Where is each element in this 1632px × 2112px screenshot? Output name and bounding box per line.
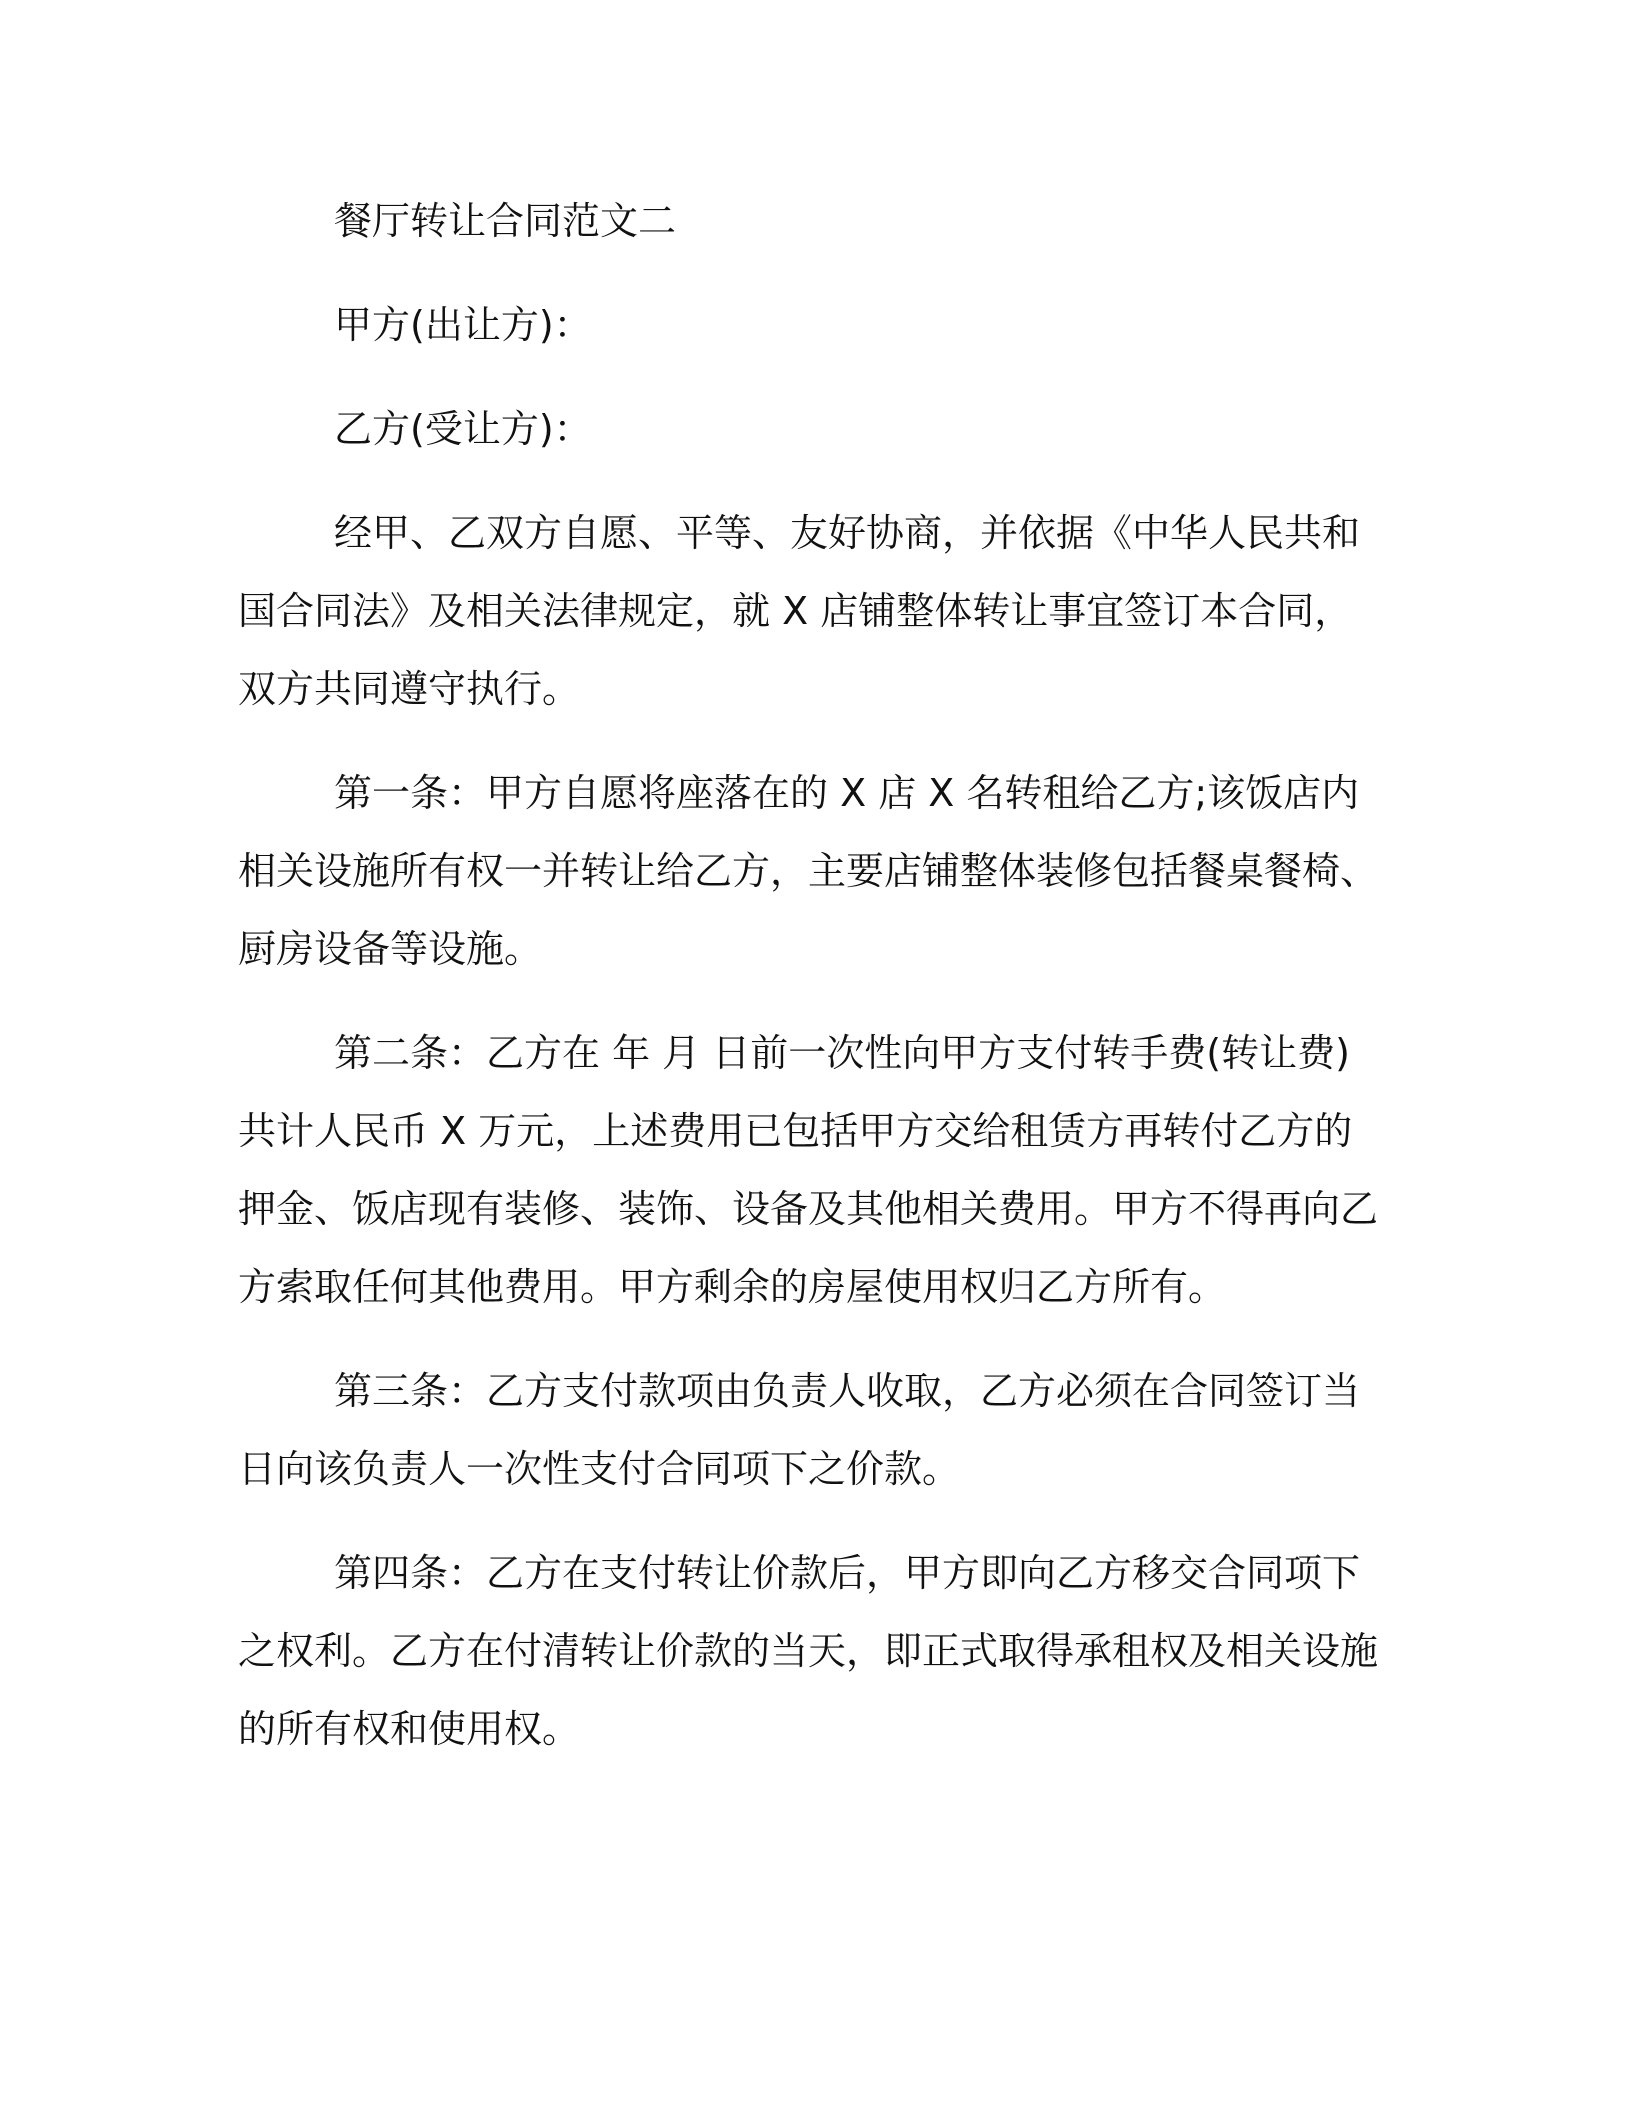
article-1: 第一条：甲方自愿将座落在的 X 店 X 名转租给乙方;该饭店内相关设施所有权一并转让给乙方，主要店铺整体装修包括餐桌餐椅、厨房设备等设施。: [238, 771, 1379, 971]
document-title: 餐厅转让合同范文二: [334, 199, 677, 243]
document-body: [238, 182, 1378, 1794]
article-4: 第四条：乙方在支付转让价款后，甲方即向乙方移交合同项下之权利。乙方在付清转让价款的当天，即正式取得承租权及相关设施的所有权和使用权。: [238, 1551, 1379, 1751]
article-3: 第三条：乙方支付款项由负责人收取，乙方必须在合同签订当日向该负责人一次性支付合同项下之价款。: [238, 1369, 1361, 1491]
party-b-line: 乙方(受让方)：: [334, 407, 592, 451]
article-2: 第二条：乙方在 年 月 日前一次性向甲方支付转手费(转让费)共计人民币 X 万元，上述费用已包括甲方交给租赁方再转付乙方的押金、饭店现有装修、装饰、设备及其他相关费用。甲方不得再向乙方索取任何其他费用。甲方剩余的房屋使用权归乙方所有。: [238, 1031, 1379, 1309]
intro-paragraph: 经甲、乙双方自愿、平等、友好协商，并依据《中华人民共和国合同法》及相关法律规定，就 X 店铺整体转让事宜签订本合同，双方共同遵守执行。: [238, 511, 1361, 711]
party-a-line: 甲方(出让方)：: [334, 303, 592, 347]
